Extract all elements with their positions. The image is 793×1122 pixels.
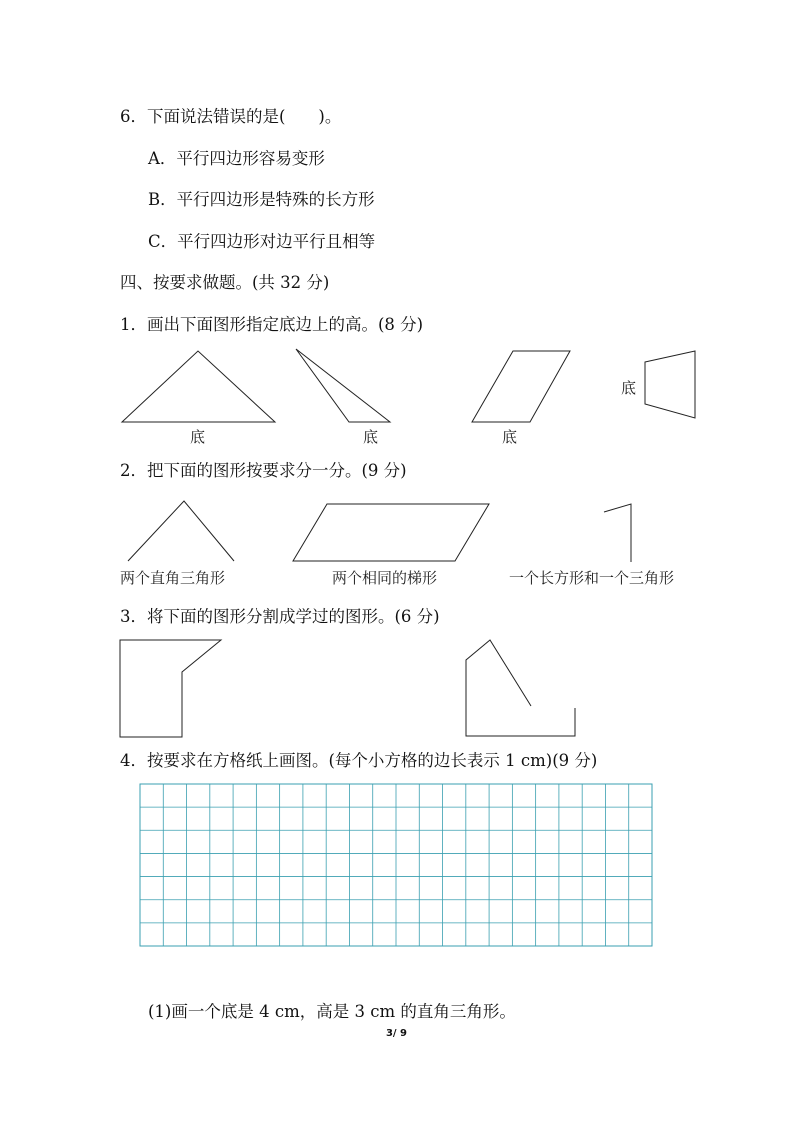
q1-obtuse-triangle-b [296, 349, 390, 422]
q1-base-label-1: 底 [190, 428, 206, 446]
q1-parallelogram [472, 351, 570, 422]
question-4-sub-1: (1)画一个底是 4 cm，高是 3 cm 的直角三角形。 [148, 1002, 516, 1021]
q1-base-label-4: 底 [621, 379, 637, 397]
question-6-option-a: A．平行四边形容易变形 [148, 149, 325, 168]
q2-label-3: 一个长方形和一个三角形 [509, 569, 675, 587]
question-1-stem: 1．画出下面图形指定底边上的高。(8 分) [120, 315, 424, 334]
q1-base-label-3: 底 [502, 428, 518, 446]
question-2-stem: 2．把下面的图形按要求分一分。(9 分) [120, 461, 407, 480]
q1-obtuse-triangle-a [122, 351, 275, 422]
q2-triangle-shape [128, 501, 234, 561]
question-4-stem: 4．按要求在方格纸上画图。(每个小方格的边长表示 1 cm)(9 分) [120, 751, 598, 770]
question-6-stem: 6．下面说法错误的是( )。 [120, 107, 342, 126]
q3-hexagon-shape [466, 640, 575, 736]
q2-label-2: 两个相同的梯形 [332, 569, 438, 587]
q4-grid-paper[interactable] [140, 784, 652, 946]
q2-label-1: 两个直角三角形 [120, 569, 226, 587]
question-6-option-b: B．平行四边形是特殊的长方形 [148, 190, 375, 209]
q3-pentagon-shape [120, 640, 221, 737]
section-4-title: 四、按要求做题。(共 32 分) [120, 273, 330, 292]
q2-parallelogram-shape [293, 504, 489, 561]
q1-trapezoid [645, 351, 695, 418]
page-number: 3/ 9 [385, 1028, 408, 1039]
q1-base-label-2: 底 [363, 428, 379, 446]
question-6-option-c: C．平行四边形对边平行且相等 [148, 232, 376, 251]
q2-trapezoid-shape [604, 504, 631, 562]
question-3-stem: 3．将下面的图形分割成学过的图形。(6 分) [120, 607, 440, 626]
